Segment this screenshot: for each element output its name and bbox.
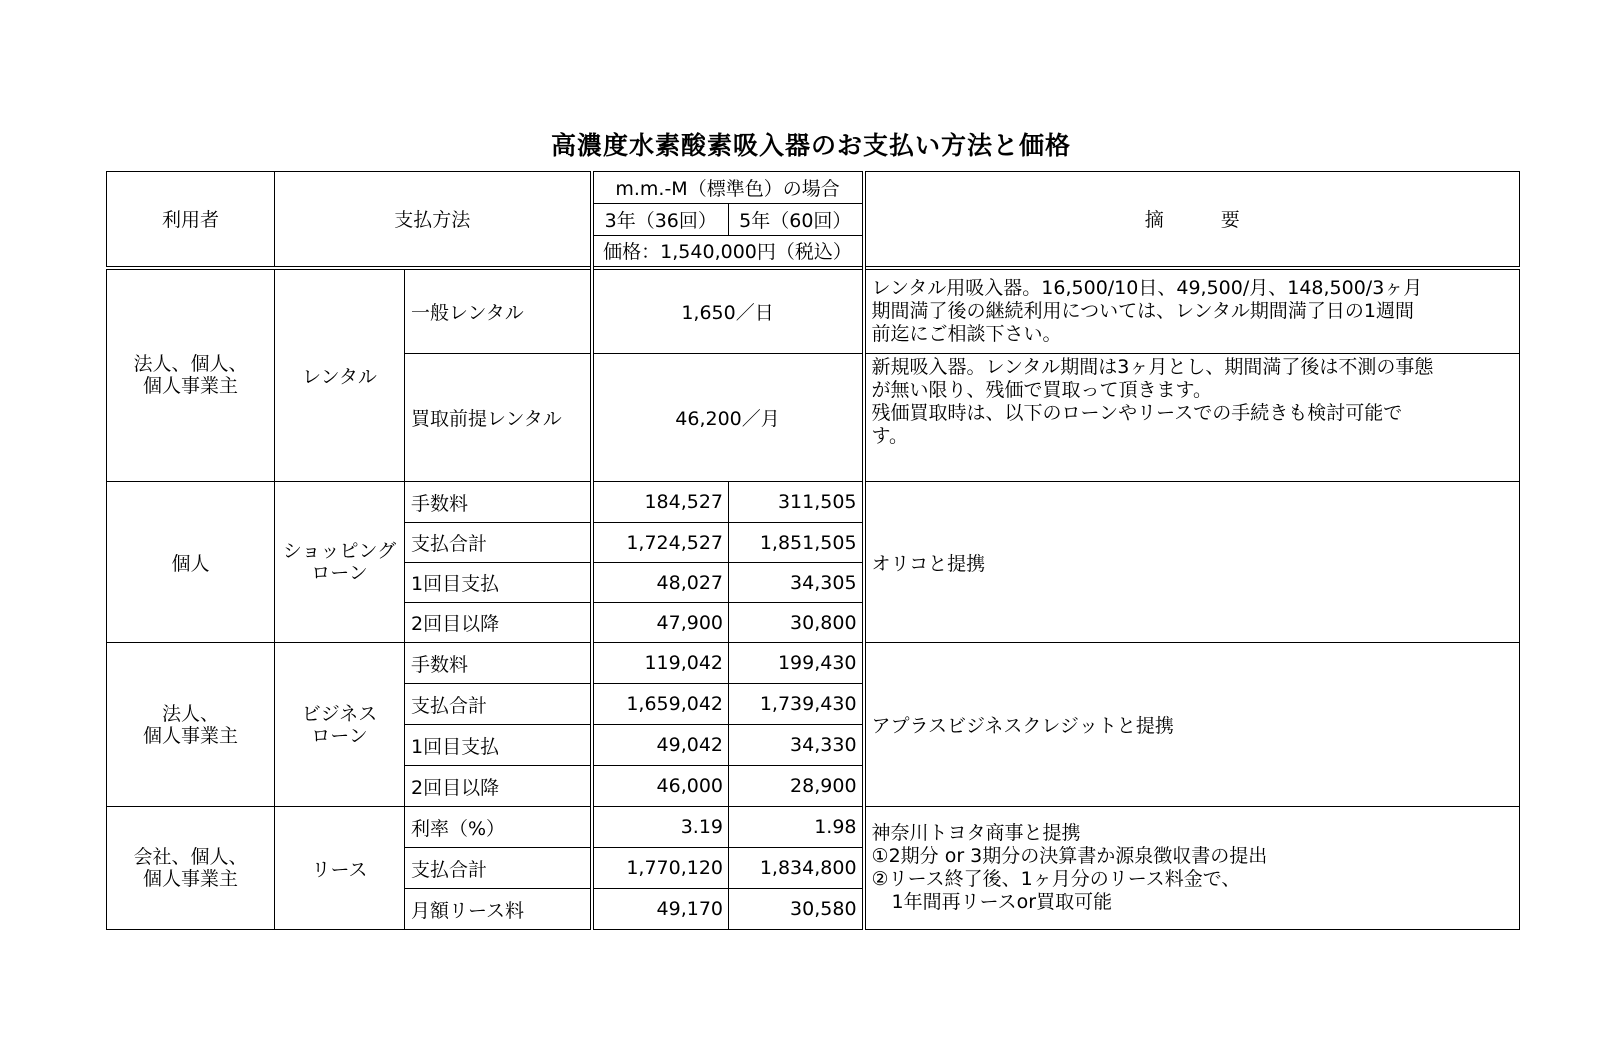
business-5yr-2: 34,330 [729, 725, 864, 766]
page-title: 高濃度水素酸素吸入器のお支払い方法と価格 [550, 131, 1071, 160]
rental-general-label: 一般レンタル [405, 268, 592, 354]
lease-3yr-2: 49,170 [592, 889, 729, 930]
lease-5yr-0: 1.98 [729, 807, 864, 848]
business-label-0: 手数料 [405, 643, 592, 684]
shopping-3yr-0: 184,527 [592, 482, 729, 523]
lease-3yr-0: 3.19 [592, 807, 729, 848]
lease-5yr-1: 1,834,800 [729, 848, 864, 889]
header-user: 利用者 [107, 172, 275, 268]
shopping-label-0: 手数料 [405, 482, 592, 523]
shopping-method: ショッピング ローン [275, 482, 405, 643]
lease-5yr-2: 30,580 [729, 889, 864, 930]
rental-purchase-note: 新規吸入器。レンタル期間は3ヶ月とし、期間満了後は不測の事態 が無い限り、残価で買取って頂きます。 残価買取時は、以下のローンやリースでの手続きも検討可能で す。 [864, 354, 1520, 482]
lease-row-0 [107, 807, 1520, 848]
business-3yr-3: 46,000 [592, 766, 729, 807]
shopping-3yr-3: 47,900 [592, 603, 729, 643]
shopping-note: オリコと提携 [864, 482, 1520, 643]
shopping-label-1: 支払合計 [405, 523, 592, 563]
header-model: m.m.-M（標準色）の場合 [592, 172, 864, 204]
business-row-0 [107, 643, 1520, 684]
shopping-5yr-3: 30,800 [729, 603, 864, 643]
rental-general-note: レンタル用吸入器。16,500/10日、49,500/月、148,500/3ヶ月 期間満了後の継続利用については、レンタル期間満了日の1週間 前迄にご相談下さい。 [864, 268, 1520, 354]
header-method: 支払方法 [275, 172, 592, 268]
business-5yr-3: 28,900 [729, 766, 864, 807]
header-plan-3yr: 3年（36回） [592, 204, 729, 236]
header-row [107, 172, 1520, 204]
lease-method: リース [275, 807, 405, 930]
shopping-label-2: 1回目支払 [405, 563, 592, 603]
business-user: 法人、 個人事業主 [107, 643, 275, 807]
business-3yr-1: 1,659,042 [592, 684, 729, 725]
business-3yr-0: 119,042 [592, 643, 729, 684]
lease-3yr-1: 1,770,120 [592, 848, 729, 889]
shopping-user: 個人 [107, 482, 275, 643]
rental-method: レンタル [275, 268, 405, 482]
business-note: アプラスビジネスクレジットと提携 [864, 643, 1520, 807]
pricing-table [106, 171, 1520, 930]
shopping-row-0 [107, 482, 1520, 523]
shopping-5yr-0: 311,505 [729, 482, 864, 523]
rental-purchase-label: 買取前提レンタル [405, 354, 592, 482]
business-label-3: 2回目以降 [405, 766, 592, 807]
business-label-1: 支払合計 [405, 684, 592, 725]
lease-note: 神奈川トヨタ商事と提携 ①2期分 or 3期分の決算書か源泉徴収書の提出 ②リース終了後、1ヶ月分のリース料金で、 1年間再リースor買取可能 [864, 807, 1520, 930]
lease-label-1: 支払合計 [405, 848, 592, 889]
shopping-3yr-2: 48,027 [592, 563, 729, 603]
lease-label-0: 利率（%） [405, 807, 592, 848]
business-label-2: 1回目支払 [405, 725, 592, 766]
rental-general-price: 1,650／日 [592, 268, 864, 354]
business-3yr-2: 49,042 [592, 725, 729, 766]
business-5yr-0: 199,430 [729, 643, 864, 684]
header-price: 価格：1,540,000円（税込） [592, 236, 864, 268]
rental-user: 法人、個人、 個人事業主 [107, 268, 275, 482]
header-summary: 摘 要 [864, 172, 1520, 268]
business-method: ビジネス ローン [275, 643, 405, 807]
lease-label-2: 月額リース料 [405, 889, 592, 930]
shopping-label-3: 2回目以降 [405, 603, 592, 643]
rental-general-row [107, 268, 1520, 354]
shopping-3yr-1: 1,724,527 [592, 523, 729, 563]
lease-user: 会社、個人、 個人事業主 [107, 807, 275, 930]
header-plan-5yr: 5年（60回） [729, 204, 864, 236]
business-5yr-1: 1,739,430 [729, 684, 864, 725]
shopping-5yr-2: 34,305 [729, 563, 864, 603]
shopping-5yr-1: 1,851,505 [729, 523, 864, 563]
rental-purchase-price: 46,200／月 [592, 354, 864, 482]
